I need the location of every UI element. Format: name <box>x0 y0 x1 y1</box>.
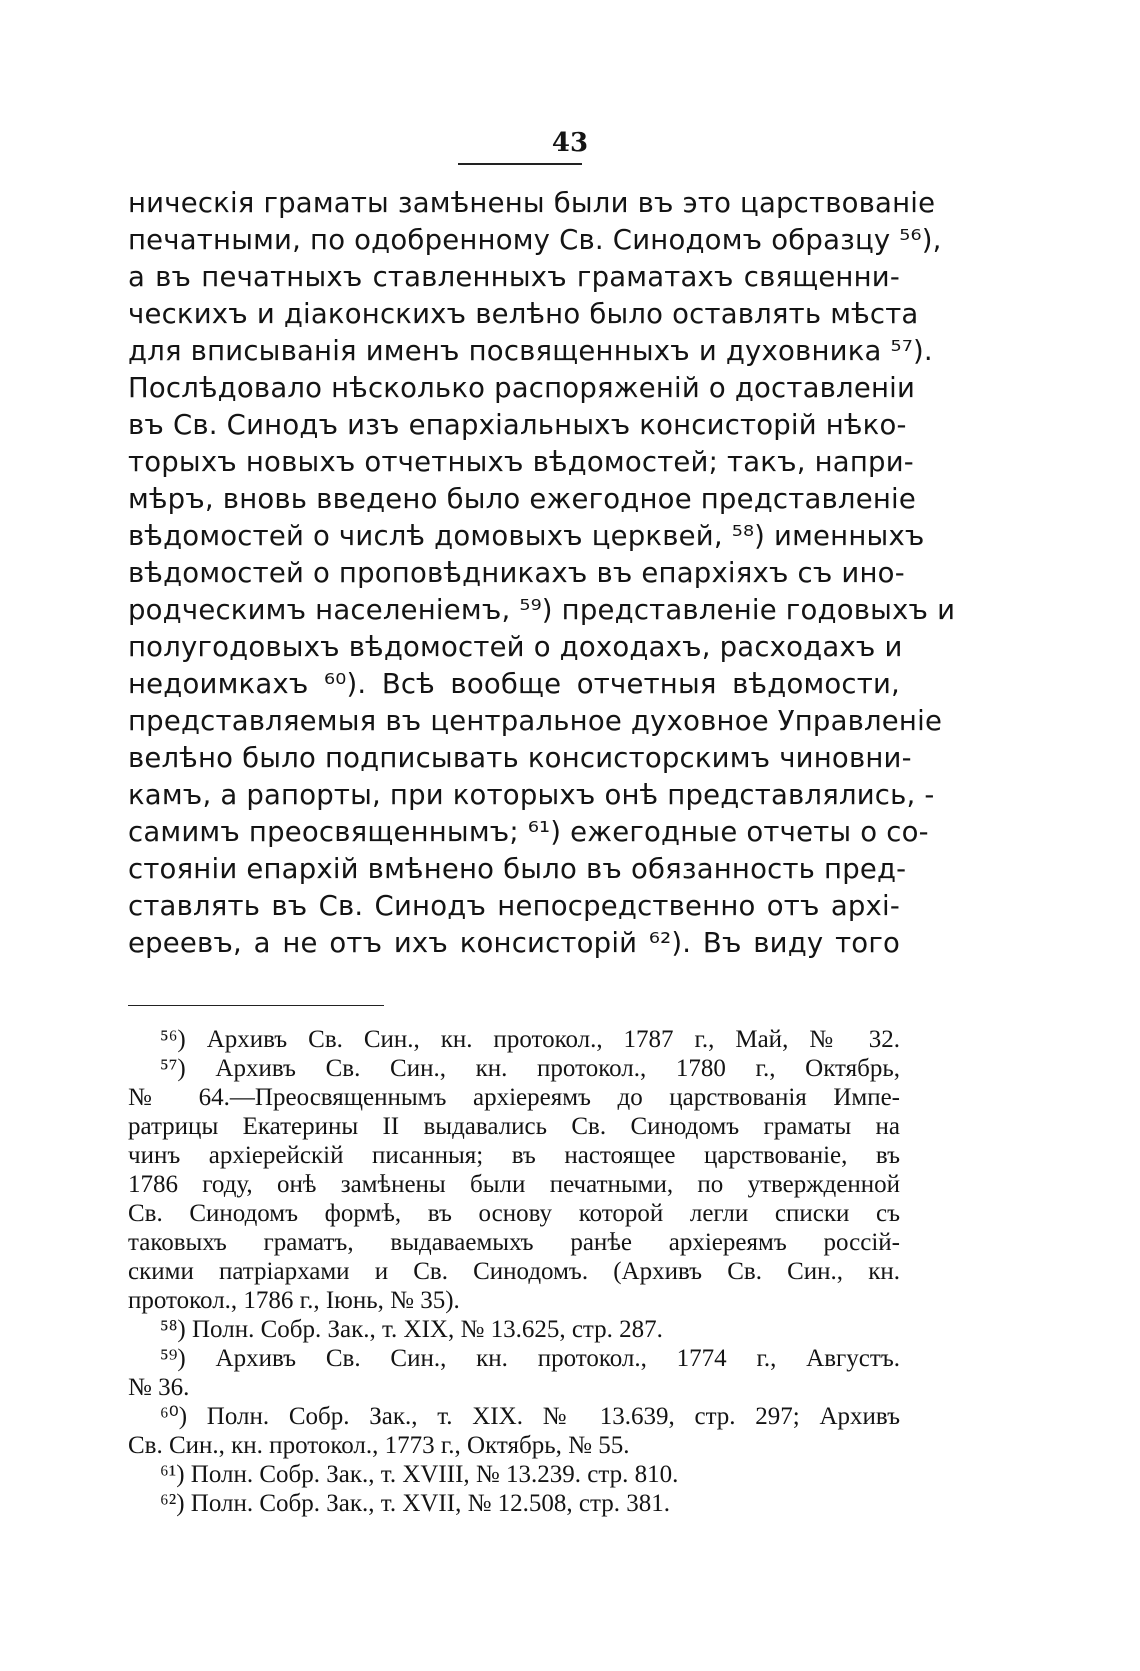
main-line: вѣдомостей о проповѣдникахъ въ епархіяхъ съ ино- <box>128 557 905 589</box>
footnote-rule <box>128 1005 384 1006</box>
main-line: недоимкахъ ⁶⁰). Всѣ вообще отчетныя вѣдомости, <box>128 668 900 700</box>
main-line: торыхъ новыхъ отчетныхъ вѣдомостей; такъ, напри- <box>128 446 914 478</box>
footnote-line: 1786 году, онѣ замѣнены были печатными, по утвержденной <box>128 1171 900 1198</box>
main-line: ставлять въ Св. Синодъ непосредственно отъ архі- <box>128 890 900 922</box>
main-line: вѣдомостей о числѣ домовыхъ церквей, ⁵⁸) именныхъ <box>128 520 925 552</box>
main-line: самимъ преосвященнымъ; ⁶¹) ежегодные отчеты о со- <box>128 816 929 848</box>
footnote-line: ⁶⁰) Полн. Собр. Зак., т. XIX. № 13.639, стр. 297; Архивъ <box>160 1403 900 1430</box>
footnote-line: № 64.—Преосвященнымъ архіереямъ до царствованія Импе- <box>128 1084 900 1111</box>
footnote-line: Св. Син., кн. протокол., 1773 г., Октябрь, № 55. <box>128 1432 630 1459</box>
footnote-line: ⁵⁷) Архивъ Св. Син., кн. протокол., 1780 г., Октябрь, <box>160 1055 900 1082</box>
header-rule <box>458 163 582 165</box>
footnote-line: чинъ архіерейскій писанныя; въ настоящее царствованіе, въ <box>128 1142 900 1169</box>
footnotes <box>128 1025 900 1518</box>
main-line: печатными, по одобренному Св. Синодомъ образцу ⁵⁶), <box>128 224 942 256</box>
main-line: ническія граматы замѣнены были въ это царствованіе <box>128 187 936 219</box>
main-line: представляемыя въ центральное духовное Управленіе <box>128 705 943 737</box>
main-line: мѣръ, вновь введено было ежегодное представленіе <box>128 483 916 515</box>
main-line: родческимъ населеніемъ, ⁵⁹) представленіе годовыхъ и <box>128 594 956 626</box>
main-line: Послѣдовало нѣсколько распоряженій о доставленіи <box>128 372 916 404</box>
main-line: а въ печатныхъ ставленныхъ граматахъ священни- <box>128 261 900 293</box>
footnote-line: ⁶²) Полн. Собр. Зак., т. XVII, № 12.508, стр. 381. <box>160 1490 671 1517</box>
footnote-line: таковыхъ граматъ, выдаваемыхъ ранѣе архіереямъ россій- <box>128 1229 900 1256</box>
footnote-line: ⁵⁹) Архивъ Св. Син., кн. протокол., 1774 г., Августъ. <box>160 1345 900 1372</box>
footnote-line: протокол., 1786 г., Іюнь, № 35). <box>128 1287 460 1314</box>
footnote-line: ⁵⁶) Архивъ Св. Син., кн. протокол., 1787 г., Май, № 32. <box>160 1026 900 1053</box>
footnote-line: ратрицы Екатерины II выдавались Св. Синодомъ граматы на <box>128 1113 900 1140</box>
footnote-line: ⁵⁸) Полн. Собр. Зак., т. XIX, № 13.625, стр. 287. <box>160 1316 663 1343</box>
footnote-line: ⁶¹) Полн. Собр. Зак., т. XVIII, № 13.239. стр. 810. <box>160 1461 679 1488</box>
main-line: ческихъ и діаконскихъ велѣно было оставлять мѣста <box>128 298 919 330</box>
page-number: 43 <box>551 128 589 158</box>
main-line: для вписыванія именъ посвященныхъ и духовника ⁵⁷). <box>128 335 933 367</box>
main-line: полугодовыхъ вѣдомостей о доходахъ, расходахъ и <box>128 631 903 663</box>
footnote-line: скими патріархами и Св. Синодомъ. (Архивъ Св. Син., кн. <box>128 1258 900 1285</box>
footnote-line: Св. Синодомъ формѣ, въ основу которой легли списки съ <box>128 1200 900 1227</box>
main-line: камъ, а рапорты, при которыхъ онѣ представлялись, - <box>128 779 935 811</box>
main-text <box>128 185 956 962</box>
main-line: велѣно было подписывать консисторскимъ чиновни- <box>128 742 912 774</box>
main-line: стояніи епархій вмѣнено было въ обязанность пред- <box>128 853 907 885</box>
main-line: ереевъ, а не отъ ихъ консисторій ⁶²). Въ виду того <box>128 927 900 959</box>
footnote-line: № 36. <box>128 1374 190 1401</box>
main-line: въ Св. Синодъ изъ епархіальныхъ консисторій нѣко- <box>128 409 907 441</box>
